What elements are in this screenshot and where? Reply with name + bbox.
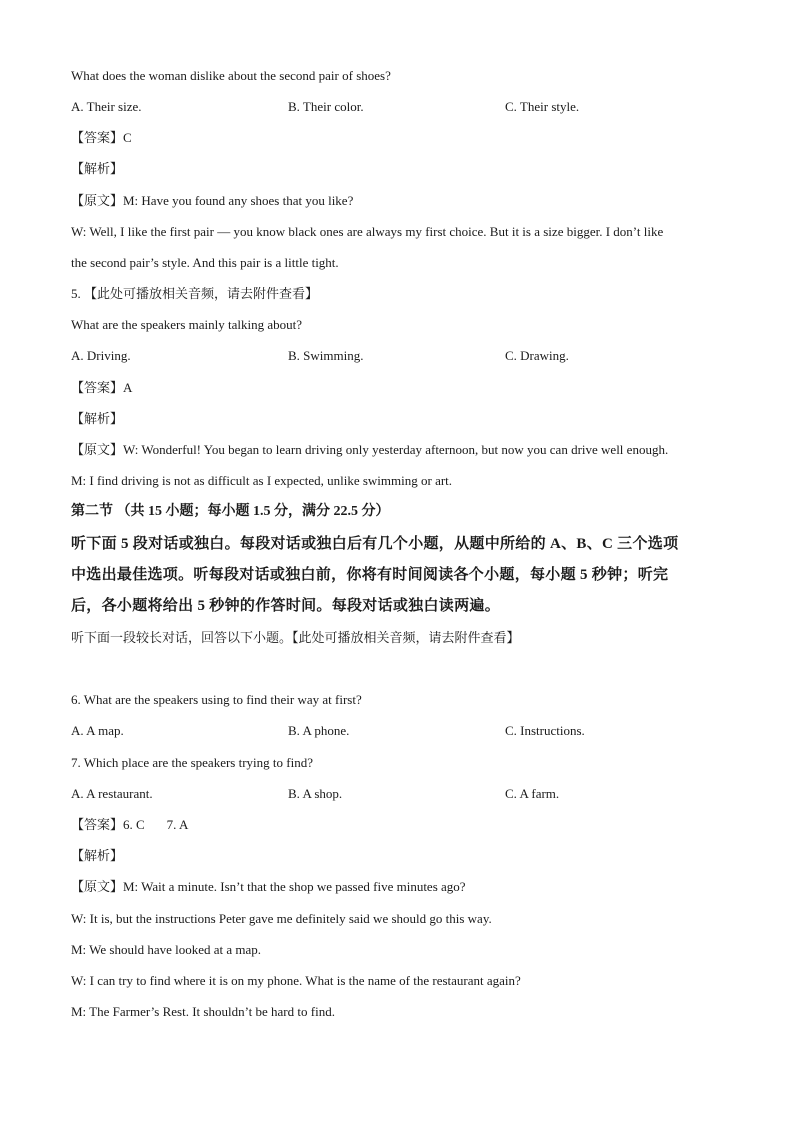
q4-question: What does the woman dislike about the second pair of shoes?: [71, 68, 391, 83]
q5-transcript-line: M: I find driving is not as difficult as I expected, unlike swimming or art.: [71, 473, 453, 488]
q5-header: 5. 【此处可播放相关音频，请去附件查看】: [71, 286, 319, 301]
section-title: 第二节 （共 15 小题；每小题 1.5 分，满分 22.5 分）: [71, 504, 390, 519]
q7-options: [71, 785, 771, 803]
q5-option-c: C. Drawing.: [505, 348, 569, 363]
q7-option-c: C. A farm.: [505, 786, 560, 801]
q67-analysis-label: 【解析】: [71, 848, 124, 863]
listen-note: 听下面一段较长对话，回答以下小题。【此处可播放相关音频，请去附件查看】: [71, 630, 520, 645]
q7-option-b: B. A shop.: [288, 786, 343, 801]
q67-answer: [71, 816, 188, 834]
q67-transcript-line: M: We should have looked at a map.: [71, 942, 262, 957]
section-instructions-line: 后，各小题将给出 5 秒钟的作答时间。每段对话或独白读两遍。: [71, 598, 501, 614]
q4-answer: 【答案】C: [71, 130, 132, 145]
q6-option-a: A. A map.: [71, 723, 124, 738]
q67-transcript-line: 【原文】M: Wait a minute. Isn’t that the shop we passed five minutes ago?: [71, 879, 466, 894]
q7-answer: 7. A: [166, 817, 189, 832]
q67-transcript-line: M: The Farmer’s Rest. It shouldn’t be hard to find.: [71, 1004, 335, 1019]
q4-transcript-line: 【原文】M: Have you found any shoes that you like?: [71, 193, 354, 208]
q5-question: What are the speakers mainly talking about?: [71, 317, 303, 332]
q4-options: [71, 98, 771, 116]
q4-option-a: A. Their size.: [71, 99, 142, 114]
q5-options: [71, 347, 771, 365]
q67-transcript-line: W: I can try to find where it is on my phone. What is the name of the restaurant again?: [71, 973, 521, 988]
q5-answer: 【答案】A: [71, 380, 133, 395]
q5-option-a: A. Driving.: [71, 348, 131, 363]
q6-answer: 【答案】6. C: [71, 817, 145, 832]
q4-option-b: B. Their color.: [288, 99, 364, 114]
q4-option-c: C. Their style.: [505, 99, 580, 114]
q67-transcript-line: W: It is, but the instructions Peter gave me definitely said we should go this way.: [71, 911, 492, 926]
q6-question: 6. What are the speakers using to find their way at first?: [71, 692, 362, 707]
q4-analysis-label: 【解析】: [71, 161, 124, 176]
q4-transcript-line: the second pair’s style. And this pair is a little tight.: [71, 255, 339, 270]
q7-option-a: A. A restaurant.: [71, 786, 153, 801]
q6-option-c: C. Instructions.: [505, 723, 585, 738]
section-instructions-line: 听下面 5 段对话或独白。每段对话或独白后有几个小题，从题中所给的 A、B、C 三个选项: [71, 536, 679, 552]
q5-option-b: B. Swimming.: [288, 348, 364, 363]
q4-transcript-line: W: Well, I like the first pair — you know black ones are always my first choice. But it is a size bigger. I don’t like: [71, 224, 664, 239]
q5-analysis-label: 【解析】: [71, 411, 124, 426]
q6-options: [71, 722, 771, 740]
q7-question: 7. Which place are the speakers trying to find?: [71, 755, 313, 770]
section-instructions-line: 中选出最佳选项。听每段对话或独白前，你将有时间阅读各个小题，每小题 5 秒钟；听完: [71, 567, 669, 583]
q6-option-b: B. A phone.: [288, 723, 350, 738]
q5-transcript-line: 【原文】W: Wonderful! You began to learn driving only yesterday afternoon, but now you can drive well enough.: [71, 442, 669, 457]
